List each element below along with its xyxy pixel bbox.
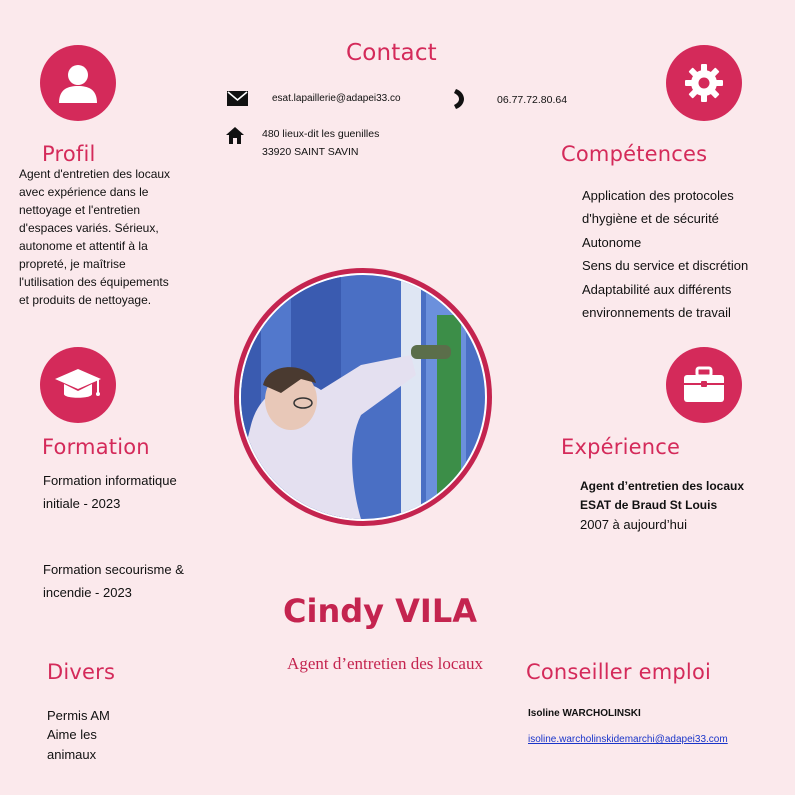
competence-item: Adaptabilité aux différents <box>582 281 732 297</box>
formation-item-2: Formation secourisme & incendie - 2023 <box>43 562 184 601</box>
contact-email[interactable]: esat.lapaillerie@adapei33.co <box>272 93 401 104</box>
competence-item: Application des protocoles <box>582 188 734 203</box>
profile-photo <box>239 273 487 521</box>
home-icon <box>226 127 244 144</box>
competences-list <box>582 184 748 324</box>
experience-title: Agent d’entretien des locaux <box>580 479 745 493</box>
formation-badge <box>40 347 116 423</box>
profil-badge <box>40 45 116 121</box>
competences-badge <box>666 45 742 121</box>
profil-heading: Profil <box>42 142 96 166</box>
divers-item-1: Permis AM <box>47 708 110 723</box>
briefcase-icon <box>681 365 727 405</box>
graduation-cap-icon <box>53 363 103 407</box>
formation-heading: Formation <box>42 435 150 459</box>
address-line-2: 33920 SAINT SAVIN <box>262 146 359 158</box>
experience-badge <box>666 347 742 423</box>
contact-heading: Contact <box>346 40 437 66</box>
divers-heading: Divers <box>47 660 116 684</box>
experience-heading: Expérience <box>561 435 681 459</box>
competence-item: Sens du service et discrétion <box>582 258 749 274</box>
competence-item: d'hygiène et de sécurité <box>582 211 719 227</box>
divers-item-2: Aime les animaux <box>47 727 97 762</box>
candidate-name: Cindy VILA <box>283 592 477 630</box>
competence-item: Autonome <box>582 234 642 250</box>
contact-address <box>262 125 379 161</box>
competence-item: environnements de travail <box>582 305 731 321</box>
profil-text: Agent d'entretien des locaux avec expérience dans le nettoyage et l'entretien d'espaces variés. Sérieux, autonome et attentif à la propreté, je maîtrise l'utilisation des équipements et produits de nettoyage. <box>19 167 171 307</box>
experience-block <box>580 477 745 534</box>
competences-heading: Compétences <box>561 142 708 166</box>
contact-phone: 06.77.72.80.64 <box>497 94 568 106</box>
experience-period: 2007 à aujourd’hui <box>580 517 687 532</box>
photo-illustration <box>241 275 485 519</box>
user-icon <box>56 61 100 105</box>
conseiller-email-link[interactable]: isoline.warcholinskidemarchi@adapei33.com <box>528 734 728 745</box>
address-line-1: 480 lieux-dit les guenilles <box>262 128 380 140</box>
gear-icon <box>683 62 725 104</box>
conseiller-name: Isoline WARCHOLINSKI <box>528 708 641 719</box>
experience-place: ESAT de Braud St Louis <box>580 498 718 512</box>
phone-icon <box>453 88 465 110</box>
profile-photo-frame <box>234 268 492 526</box>
candidate-job-title: Agent d’entretien des locaux <box>287 654 483 673</box>
formation-item-1: Formation informatique initiale - 2023 <box>43 473 177 512</box>
envelope-icon <box>227 91 248 106</box>
conseiller-heading: Conseiller emploi <box>526 660 712 684</box>
